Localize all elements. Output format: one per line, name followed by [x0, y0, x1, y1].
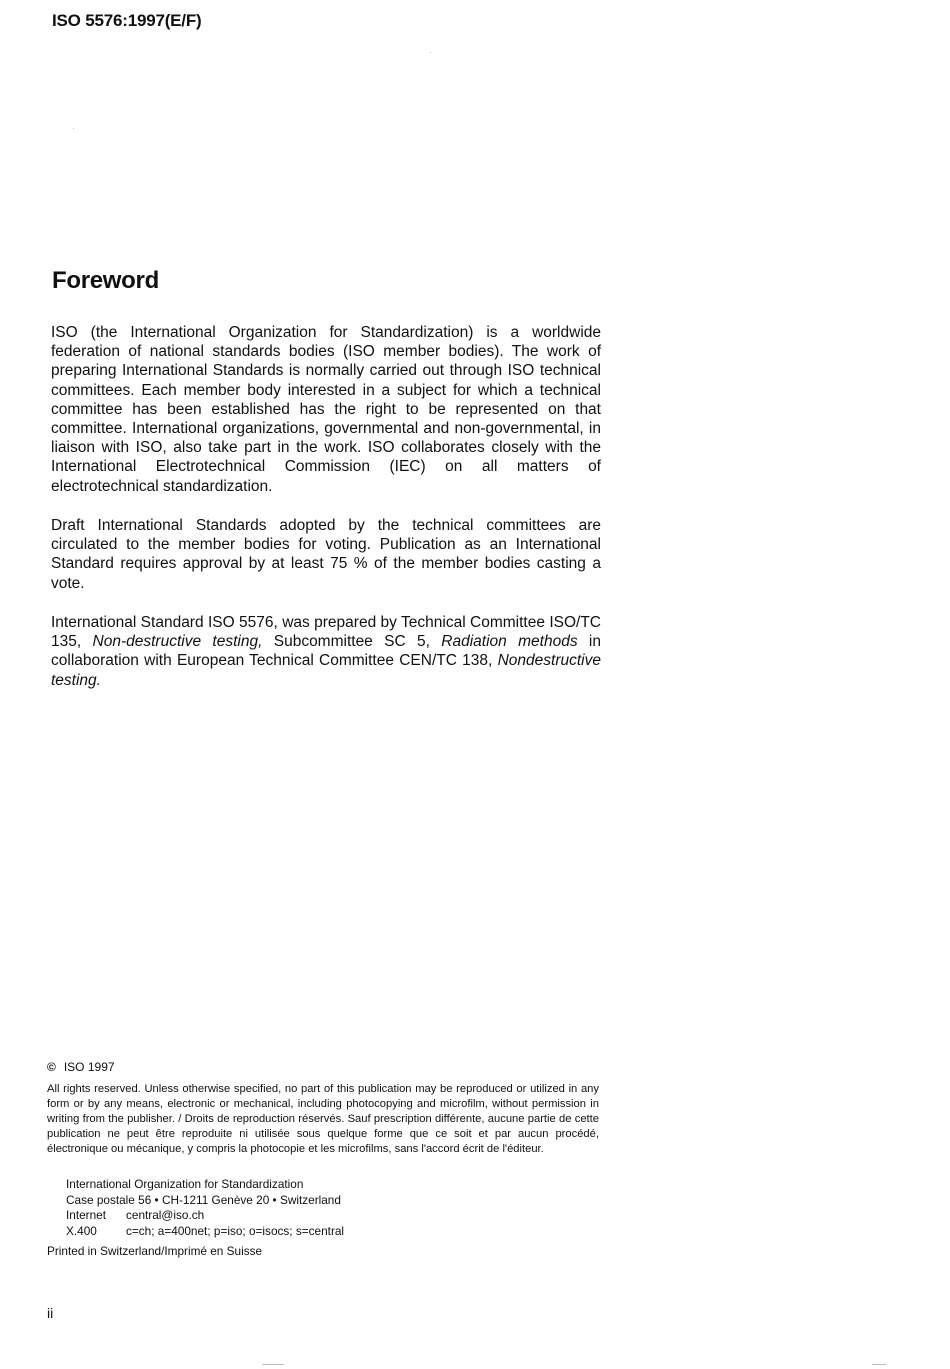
- scan-speck: [872, 1364, 886, 1365]
- foreword-paragraph-3: [51, 613, 601, 690]
- scan-speck: [262, 1364, 284, 1365]
- x400-line: [66, 1224, 344, 1240]
- subcommittee-title: Radiation methods: [441, 633, 578, 651]
- foreword-paragraph-2: Draft International Standards adopted by the technical committees are circulated to the member bodies for voting. Publication as an International Standard requires approval by at least 75 % of the member bodies casting a vote.: [51, 517, 601, 592]
- x400-label: X.400: [66, 1223, 97, 1238]
- scan-speck: [73, 128, 74, 129]
- page-title: Foreword: [52, 267, 159, 294]
- x400-value: c=ch; a=400net; p=iso; o=isocs; s=central: [126, 1223, 345, 1238]
- copyright-text: ISO 1997: [63, 1060, 115, 1074]
- scan-speck: [430, 52, 431, 53]
- postal-address: Case postale 56 • CH-1211 Genève 20 • Switzerland: [66, 1192, 341, 1207]
- org-name: International Organization for Standardization: [66, 1177, 304, 1191]
- document-id: ISO 5576:1997(E/F): [52, 11, 202, 30]
- para3-text-a: International Standard ISO 5576, was prepared by Technical Committee ISO/TC 135,: [51, 614, 601, 651]
- cen-committee-title: Nondestructive testing.: [51, 652, 601, 689]
- printed-in: Printed in Switzerland/Imprimé en Suisse: [47, 1244, 263, 1258]
- para3-text-c: in collaboration with European Technical Committee CEN/TC 138,: [51, 633, 602, 670]
- copyright-line: [47, 1060, 115, 1075]
- internet-value: central@iso.ch: [126, 1208, 205, 1222]
- publisher-address: [66, 1177, 344, 1239]
- rights-notice: All rights reserved. Unless otherwise specified, no part of this publication may be reproduced or utilized in any form or by any means, electronic or mechanical, including photocopying and microfilm, without permission in writing from the publisher. / Droits de reproduction réservés. Sauf prescription différente, aucune partie de cette publication ne peut être reproduite ni utilisée sous quelque forme que ce soit et par aucun procédé, électronique ou mécanique, y compris la photocopie et les microfilms, sans l'accord écrit de l'éditeur.: [47, 1083, 599, 1155]
- foreword-paragraph-1: ISO (the International Organization for Standardization) is a worldwide federation of national standards bodies (ISO member bodies). The work of preparing International Standards is normally carried out through ISO technical committees. Each member body interested in a subject for which a technical committee has been established has the right to be represented on that committee. International organizations, governmental and non-governmental, in liaison with ISO, also take part in the work. ISO collaborates closely with the International Electrotechnical Commission (IEC) on all matters of electrotechnical standardization.: [51, 324, 601, 495]
- committee-title: Non-destructive testing,: [92, 633, 263, 651]
- para3-text-b: Subcommittee SC 5,: [262, 633, 442, 651]
- internet-label: Internet: [66, 1208, 107, 1222]
- copyright-symbol: ©: [47, 1060, 56, 1074]
- internet-line: [66, 1208, 344, 1224]
- page-number: ii: [47, 1305, 54, 1321]
